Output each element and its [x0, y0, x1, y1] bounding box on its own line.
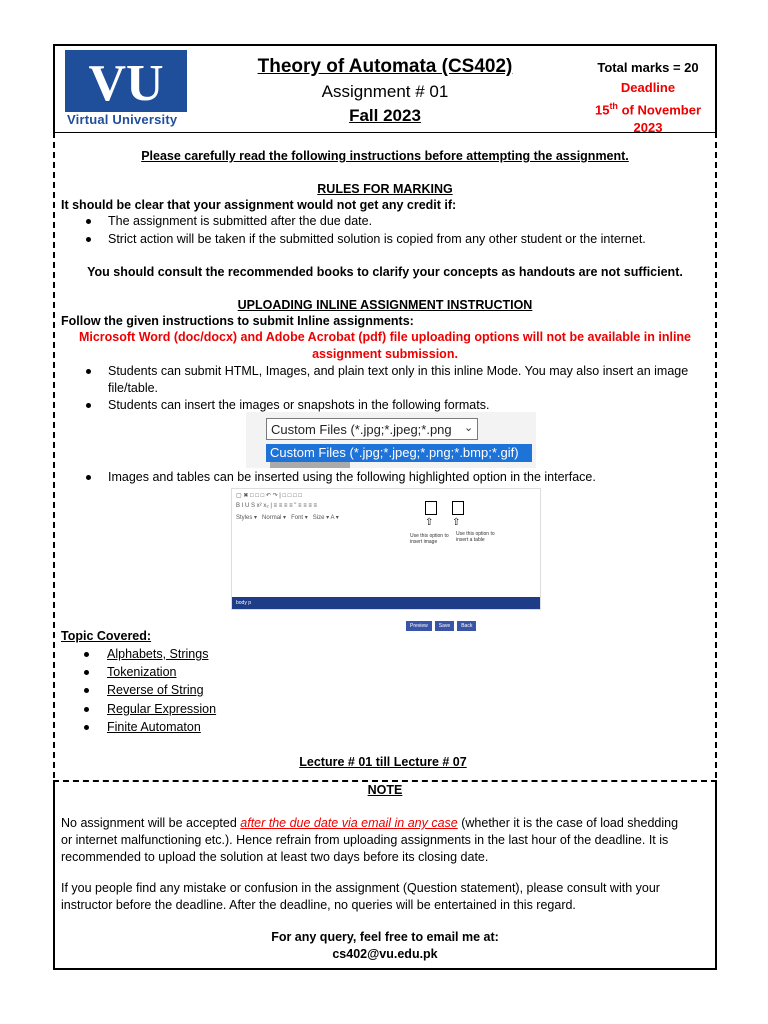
bullet-icon — [86, 369, 91, 374]
total-marks: Total marks = 20 — [597, 60, 699, 75]
arrow-up-icon: ⇧ — [452, 517, 461, 528]
document-page — [53, 44, 715, 968]
assignment-number: Assignment # 01 — [321, 82, 449, 101]
note-paragraph-line: instructor before the deadline. After the deadline, no queries will be entertained in this regard. — [61, 898, 576, 912]
image-caption: Use this option to insert image — [410, 533, 449, 545]
logo-text: Virtual University — [67, 112, 178, 127]
term: Fall 2023 — [349, 106, 421, 125]
note-paragraph-line: If you people find any mistake or confusion in the assignment (Question statement), please consult with your — [61, 881, 660, 895]
topic-item: Finite Automaton — [107, 720, 201, 734]
logo-mark: VU — [88, 55, 164, 112]
topic-item: Reverse of String — [107, 683, 204, 697]
contact-email[interactable]: cs402@vu.edu.pk — [332, 947, 438, 961]
back-button: Back — [457, 621, 476, 631]
bullet-icon — [84, 670, 89, 675]
upload-bullet: Students can insert the images or snapshots in the following formats. — [108, 398, 490, 412]
editor-status-bar: body p — [232, 597, 540, 609]
topic-item: Alphabets, Strings — [107, 647, 209, 661]
warning-line: assignment submission. — [312, 347, 458, 361]
topic-item: Tokenization — [107, 665, 177, 679]
note-paragraph-line: No assignment will be accepted after the due date via email in any case (whether it is the case of load shedding — [61, 816, 679, 830]
chevron-down-icon: ⌄ — [464, 422, 474, 434]
topic-item: Regular Expression — [107, 702, 217, 716]
bullet-icon — [84, 688, 89, 693]
editor-toolbar-row: B I U S x² x₂ | ≡ ≡ ≡ ≡ " ≡ ≡ ≡ ≡ — [236, 503, 318, 509]
lecture-range: Lecture # 01 till Lecture # 07 — [299, 755, 467, 769]
bullet-icon — [86, 475, 91, 480]
upload-intro: Follow the given instructions to submit Inline assignments: — [61, 314, 414, 328]
rule-item: Strict action will be taken if the submitted solution is copied from any other student or the internet. — [108, 232, 646, 246]
file-type-option: Custom Files (*.jpg;*.jpeg;*.png;*.bmp;*.gif) — [266, 444, 532, 462]
editor-screenshot — [231, 488, 541, 610]
note-highlight: after the due date via email in any case — [240, 816, 458, 830]
insert-image-icon — [425, 501, 437, 515]
deadline-label: Deadline — [620, 80, 676, 95]
upload-bullet: Images and tables can be inserted using the following highlighted option in the interface. — [108, 470, 596, 484]
editor-toolbar-row: ▢ ✖ □ □ □ ↶ ↷ | □ □ □ □ — [236, 493, 303, 499]
upload-bullet: Students can submit HTML, Images, and plain text only in this inline Mode. You may also insert an image — [108, 364, 689, 378]
note-paragraph-line: recommended to upload the solution at least two days before its closing date. — [61, 850, 489, 864]
deadline-year: 2023 — [633, 120, 663, 136]
upload-bullet-cont: file/table. — [108, 381, 159, 395]
arrow-up-icon: ⇧ — [425, 517, 434, 528]
bullet-icon — [86, 237, 91, 242]
deadline-date: 15th of November — [594, 101, 702, 118]
editor-buttons — [406, 614, 479, 632]
vu-logo-icon — [65, 50, 187, 114]
contact-line: For any query, feel free to email me at: — [271, 930, 499, 944]
rules-intro: It should be clear that your assignment would not get any credit if: — [61, 198, 457, 212]
file-type-screenshot — [246, 412, 536, 468]
file-type-option-next — [270, 462, 350, 468]
rule-item: The assignment is submitted after the due date. — [108, 214, 373, 228]
editor-toolbar-row: Styles ▾ Normal ▾ Font ▾ Size ▾ A ▾ — [236, 515, 339, 521]
insert-table-icon — [452, 501, 464, 515]
upload-heading: UPLOADING INLINE ASSIGNMENT INSTRUCTION — [237, 298, 533, 312]
bullet-icon — [84, 725, 89, 730]
save-button: Save — [435, 621, 454, 631]
consult-note: You should consult the recommended books to clarify your concepts as handouts are not sufficient. — [87, 265, 683, 279]
bullet-icon — [84, 652, 89, 657]
note-heading: NOTE — [367, 783, 403, 797]
note-paragraph-line: or internet malfunctioning etc.). Hence refrain from uploading assignments in the last hour of the deadline. It is — [61, 833, 669, 847]
topics-heading: Topic Covered: — [61, 629, 152, 643]
table-caption: Use this option to insert a table — [456, 531, 495, 543]
bullet-icon — [86, 403, 91, 408]
preview-button: Preview — [406, 621, 432, 631]
header-box — [53, 44, 717, 136]
note-section — [53, 780, 717, 970]
rules-heading: RULES FOR MARKING — [317, 182, 453, 196]
file-type-select: Custom Files (*.jpg;*.jpeg;*.png — [266, 418, 478, 440]
warning-line: Microsoft Word (doc/docx) and Adobe Acrobat (pdf) file uploading options will not be available in inline — [78, 330, 692, 344]
bullet-icon — [84, 707, 89, 712]
bullet-icon — [86, 219, 91, 224]
instructions-heading: Please carefully read the following instructions before attempting the assignment. — [141, 149, 629, 163]
deadline — [581, 79, 715, 137]
course-title: Theory of Automata (CS402) — [257, 56, 513, 77]
